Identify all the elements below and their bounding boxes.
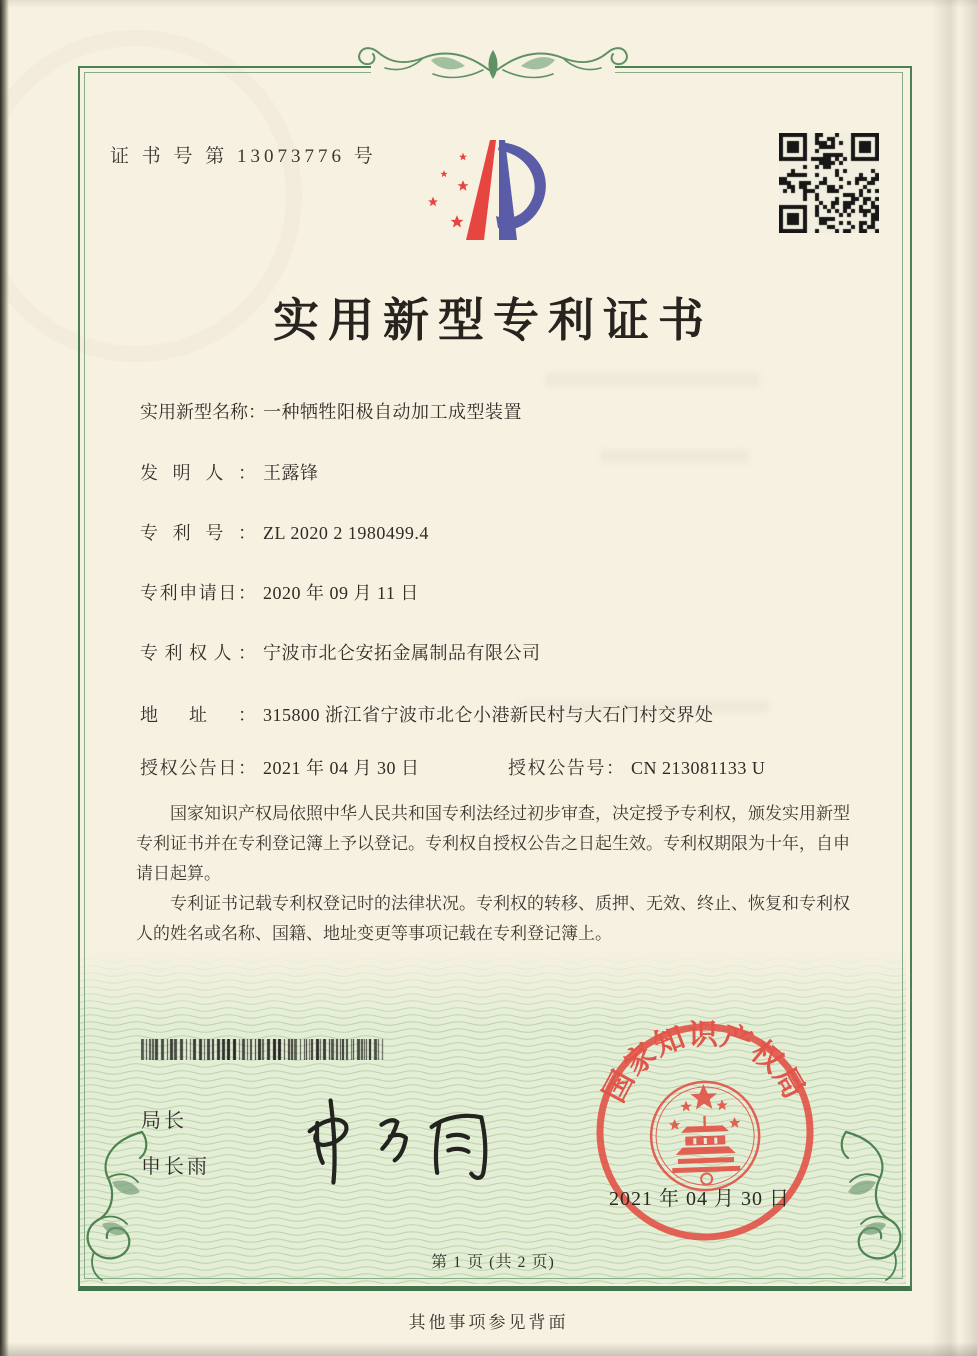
- legal-paragraph-1: 国家知识产权局依照中华人民共和国专利法经过初步审查，决定授予专利权，颁发实用新型专利证书并在专利登记簿上予以登记。专利权自授权公告之日起生效。专利权期限为十年，自申请日起算。: [136, 804, 850, 883]
- officer-title: 局长: [141, 1110, 187, 1132]
- legal-paragraph-2: 专利证书记载专利权登记时的法律状况。专利权的转移、质押、无效、终止、恢复和专利权人的姓名或名称、国籍、地址变更等事项记载在专利登记簿上。: [136, 894, 850, 943]
- field-row-grant: [140, 754, 766, 780]
- dragon-scroll-ornament-icon: [353, 44, 633, 100]
- scan-edge-shadow: [0, 0, 9, 1356]
- field-row-patent-number: [140, 519, 429, 545]
- field-label: 授权公告日：: [140, 758, 256, 778]
- field-label: 发明人：: [140, 463, 256, 483]
- legal-text-block: [136, 799, 850, 949]
- qr-code: [779, 133, 879, 233]
- field-value: 2020 年 09 月 11 日: [263, 583, 419, 603]
- scan-edge-shadow: [0, 0, 977, 8]
- field-value: 宁波市北仑安拓金属制品有限公司: [263, 643, 541, 663]
- handwritten-signature-icon: [294, 1086, 512, 1193]
- field-value: 王露锋: [263, 463, 319, 483]
- back-note: 其他事项参见背面: [408, 1313, 569, 1332]
- field-label: 实用新型名称：: [140, 402, 266, 422]
- field-label: 授权公告号：: [508, 758, 624, 778]
- field-value: 一种牺牲阳极自动加工成型装置: [263, 402, 522, 422]
- field-row-address: [140, 701, 714, 727]
- field-row-invention-name: [140, 398, 522, 424]
- field-label: 专利号：: [140, 523, 256, 543]
- field-label: 专利权人：: [140, 643, 256, 663]
- seal-date: 2021 年 04 月 30 日: [609, 1188, 790, 1210]
- field-row-filing-date: [140, 579, 419, 605]
- scan-edge-shadow: [0, 1342, 977, 1356]
- field-label: 地址：: [140, 705, 256, 725]
- cnipa-round-seal-icon: [589, 1016, 821, 1248]
- grant-number-group: [508, 754, 765, 780]
- field-row-patentee: [140, 639, 541, 665]
- cnipa-logo-icon: [424, 132, 564, 247]
- field-label: 专利申请日：: [140, 583, 256, 603]
- barcode: [141, 1039, 384, 1060]
- certificate-title: 实用新型专利证书: [273, 295, 713, 346]
- officer-block: [141, 1104, 210, 1179]
- page-indicator: 第 1 页 (共 2 页): [431, 1254, 555, 1271]
- field-value: 2021 年 04 月 30 日: [263, 758, 420, 778]
- officer-name: 申长雨: [141, 1156, 210, 1178]
- bleed-through-artifact: [545, 372, 760, 387]
- seal-agency-text: 国家知识产权局: [597, 1018, 812, 1108]
- field-value: ZL 2020 2 1980499.4: [263, 523, 429, 543]
- field-row-inventor: [140, 459, 319, 485]
- certificate-number: 证 书 号 第 13073776 号: [110, 146, 377, 167]
- field-value: CN 213081133 U: [631, 758, 766, 778]
- field-value: 315800 浙江省宁波市北仑小港新民村与大石门村交界处: [263, 705, 714, 725]
- bleed-through-artifact: [600, 450, 750, 463]
- scan-edge-shadow: [931, 0, 977, 1356]
- national-emblem-icon: [649, 1080, 761, 1192]
